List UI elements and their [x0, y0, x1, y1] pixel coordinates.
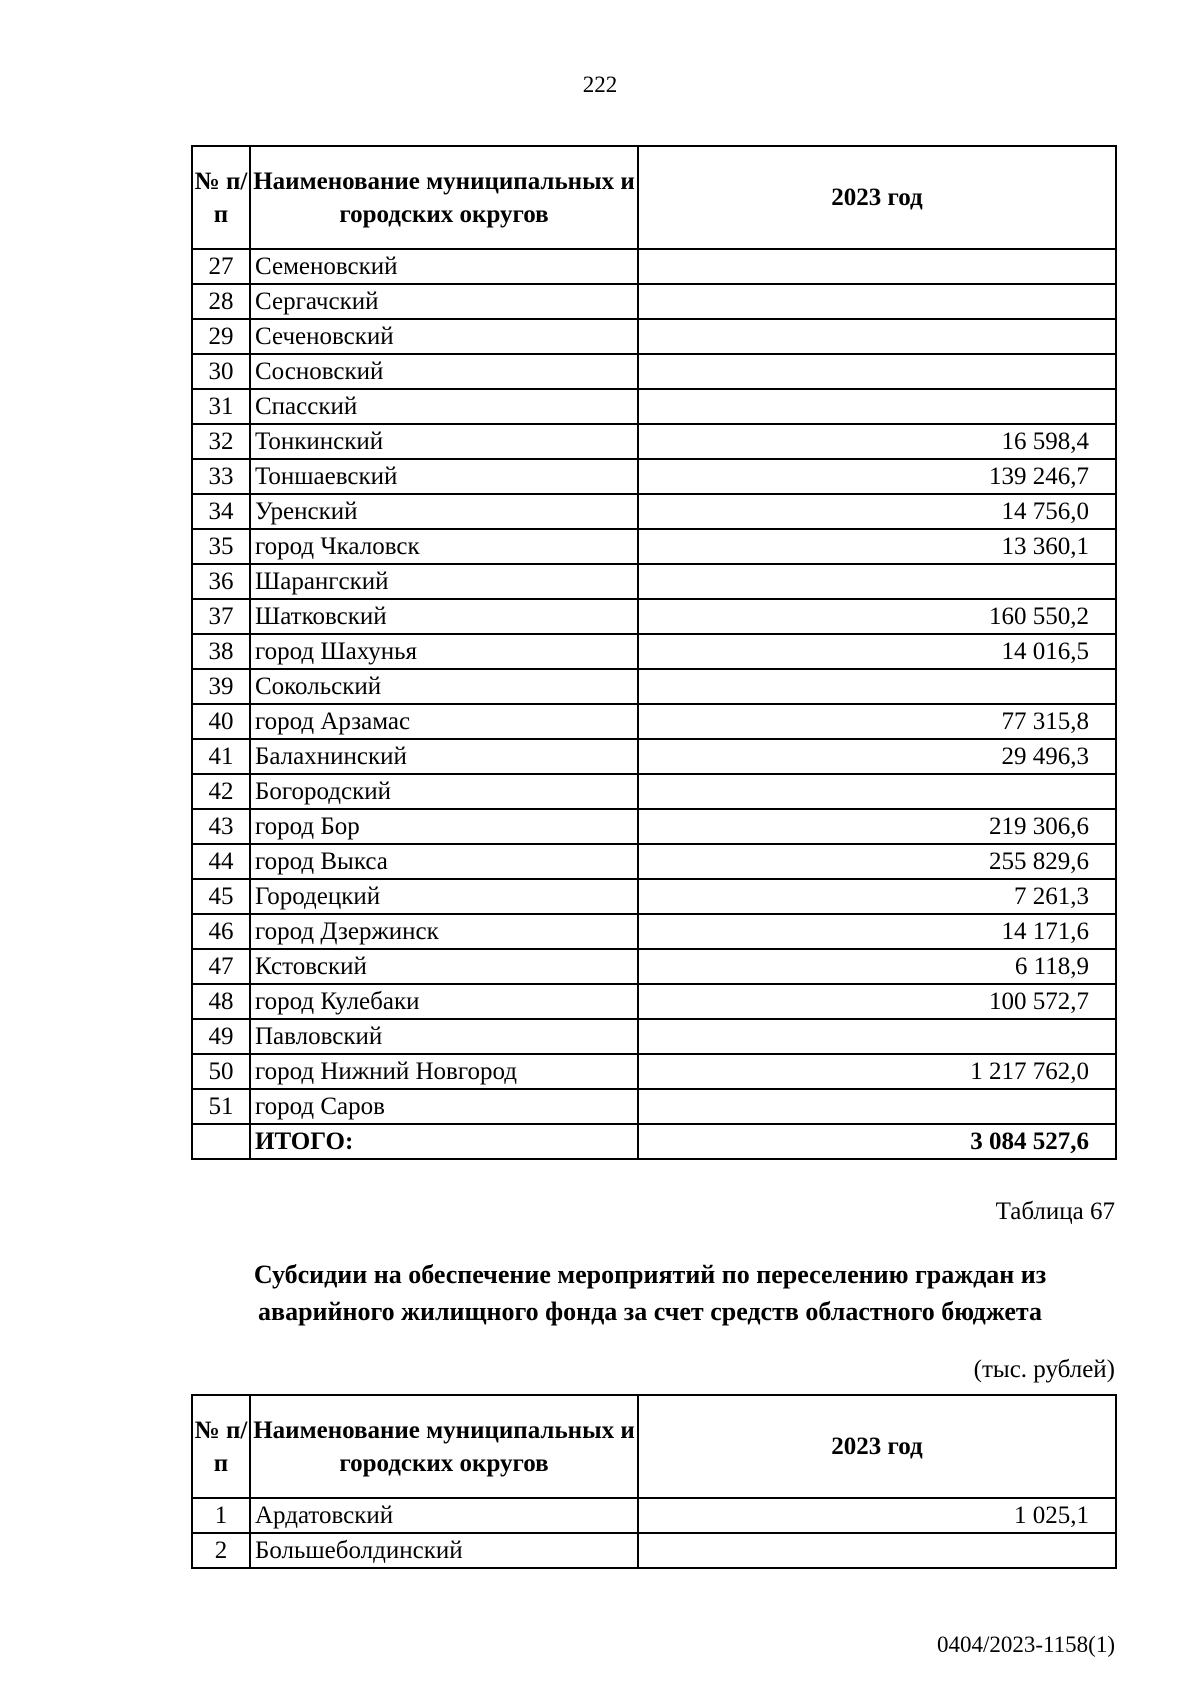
row-value: 14 756,0	[638, 494, 1116, 529]
row-number: 40	[192, 704, 250, 739]
row-number: 32	[192, 424, 250, 459]
table-row	[192, 879, 1116, 914]
row-number: 28	[192, 284, 250, 319]
table-row	[192, 494, 1116, 529]
district-name: Семеновский	[250, 249, 638, 284]
row-number: 39	[192, 669, 250, 704]
table-row	[192, 704, 1116, 739]
table-row	[192, 354, 1116, 389]
row-number: 44	[192, 844, 250, 879]
total-row	[192, 1124, 1116, 1159]
table-row	[192, 984, 1116, 1019]
row-value: 1 025,1	[638, 1498, 1116, 1533]
row-value: 139 246,7	[638, 459, 1116, 494]
table-row	[192, 319, 1116, 354]
district-name: город Выкса	[250, 844, 638, 879]
district-name: Большеболдинский	[250, 1533, 638, 1568]
row-value: 16 598,4	[638, 424, 1116, 459]
table-row	[192, 1498, 1116, 1533]
row-value	[638, 389, 1116, 424]
row-number: 47	[192, 949, 250, 984]
row-value: 14 171,6	[638, 914, 1116, 949]
table-row	[192, 669, 1116, 704]
district-name: Богородский	[250, 774, 638, 809]
district-name: город Саров	[250, 1089, 638, 1124]
total-num-cell	[192, 1124, 250, 1159]
row-value	[638, 564, 1116, 599]
row-number: 36	[192, 564, 250, 599]
district-name: Кстовский	[250, 949, 638, 984]
table-row	[192, 389, 1116, 424]
district-name: Сосновский	[250, 354, 638, 389]
table-row	[192, 459, 1116, 494]
row-value: 6 118,9	[638, 949, 1116, 984]
table-row	[192, 424, 1116, 459]
district-name: Тонкинский	[250, 424, 638, 459]
table-row	[192, 599, 1116, 634]
table-row	[192, 774, 1116, 809]
row-number: 51	[192, 1089, 250, 1124]
district-name: Ардатовский	[250, 1498, 638, 1533]
table-header-row	[192, 146, 1116, 249]
row-number: 42	[192, 774, 250, 809]
row-value	[638, 284, 1116, 319]
table-row	[192, 1019, 1116, 1054]
row-value: 7 261,3	[638, 879, 1116, 914]
row-value	[638, 774, 1116, 809]
total-value: 3 084 527,6	[638, 1124, 1116, 1159]
district-name: город Чкаловск	[250, 529, 638, 564]
row-value	[638, 669, 1116, 704]
district-name: город Дзержинск	[250, 914, 638, 949]
table-row	[192, 1533, 1116, 1568]
district-name: город Арзамас	[250, 704, 638, 739]
row-value	[638, 1089, 1116, 1124]
row-number: 27	[192, 249, 250, 284]
table-row	[192, 634, 1116, 669]
header-year: 2023 год	[638, 146, 1116, 249]
row-number: 50	[192, 1054, 250, 1089]
header-name: Наименование муниципальных и городских округов	[250, 146, 638, 249]
row-number: 35	[192, 529, 250, 564]
table-row	[192, 249, 1116, 284]
row-number: 30	[192, 354, 250, 389]
row-value	[638, 1533, 1116, 1568]
row-number: 37	[192, 599, 250, 634]
total-label: ИТОГО:	[250, 1124, 638, 1159]
table-row	[192, 844, 1116, 879]
row-number: 46	[192, 914, 250, 949]
row-value: 14 016,5	[638, 634, 1116, 669]
table-row	[192, 1089, 1116, 1124]
table-row	[192, 809, 1116, 844]
table-row	[192, 949, 1116, 984]
row-value: 13 360,1	[638, 529, 1116, 564]
row-value: 77 315,8	[638, 704, 1116, 739]
row-value: 255 829,6	[638, 844, 1116, 879]
row-number: 41	[192, 739, 250, 774]
district-name: Балахнинский	[250, 739, 638, 774]
row-value: 219 306,6	[638, 809, 1116, 844]
table-row	[192, 914, 1116, 949]
row-value: 29 496,3	[638, 739, 1116, 774]
row-value	[638, 1019, 1116, 1054]
table-title: Субсидии на обеспечение мероприятий по переселению граждан из аварийного жилищного фонда за счет средств областного бюджета	[253, 1260, 1047, 1326]
table-header-row	[192, 1395, 1116, 1498]
row-value: 100 572,7	[638, 984, 1116, 1019]
district-name: Тоншаевский	[250, 459, 638, 494]
district-name: город Шахунья	[250, 634, 638, 669]
row-value: 1 217 762,0	[638, 1054, 1116, 1089]
header-year: 2023 год	[638, 1395, 1116, 1498]
row-number: 1	[192, 1498, 250, 1533]
allocation-table-continued	[191, 145, 1117, 1160]
row-value	[638, 249, 1116, 284]
table-row	[192, 529, 1116, 564]
table-row	[192, 739, 1116, 774]
district-name: Шарангский	[250, 564, 638, 599]
district-name: Шатковский	[250, 599, 638, 634]
header-num: № п/п	[192, 146, 250, 249]
district-name: город Нижний Новгород	[250, 1054, 638, 1089]
table-row	[192, 564, 1116, 599]
row-number: 33	[192, 459, 250, 494]
page-number: 222	[582, 72, 618, 97]
header-name: Наименование муниципальных и городских округов	[250, 1395, 638, 1498]
row-number: 48	[192, 984, 250, 1019]
row-value	[638, 354, 1116, 389]
district-name: Спасский	[250, 389, 638, 424]
row-number: 29	[192, 319, 250, 354]
district-name: Сокольский	[250, 669, 638, 704]
district-name: Сергачский	[250, 284, 638, 319]
district-name: Павловский	[250, 1019, 638, 1054]
row-number: 2	[192, 1533, 250, 1568]
row-number: 49	[192, 1019, 250, 1054]
row-value	[638, 319, 1116, 354]
row-number: 45	[192, 879, 250, 914]
district-name: город Кулебаки	[250, 984, 638, 1019]
resettlement-subsidy-table	[191, 1394, 1117, 1569]
units-label: (тыс. рублей)	[973, 1356, 1115, 1383]
row-number: 34	[192, 494, 250, 529]
table-row	[192, 284, 1116, 319]
district-name: город Бор	[250, 809, 638, 844]
district-name: Сеченовский	[250, 319, 638, 354]
header-num: № п/п	[192, 1395, 250, 1498]
district-name: Уренский	[250, 494, 638, 529]
table-label: Таблица 67	[995, 1198, 1115, 1225]
row-number: 38	[192, 634, 250, 669]
document-code: 0404/2023-1158(1)	[936, 1632, 1115, 1657]
table-row	[192, 1054, 1116, 1089]
district-name: Городецкий	[250, 879, 638, 914]
row-number: 31	[192, 389, 250, 424]
row-number: 43	[192, 809, 250, 844]
row-value: 160 550,2	[638, 599, 1116, 634]
